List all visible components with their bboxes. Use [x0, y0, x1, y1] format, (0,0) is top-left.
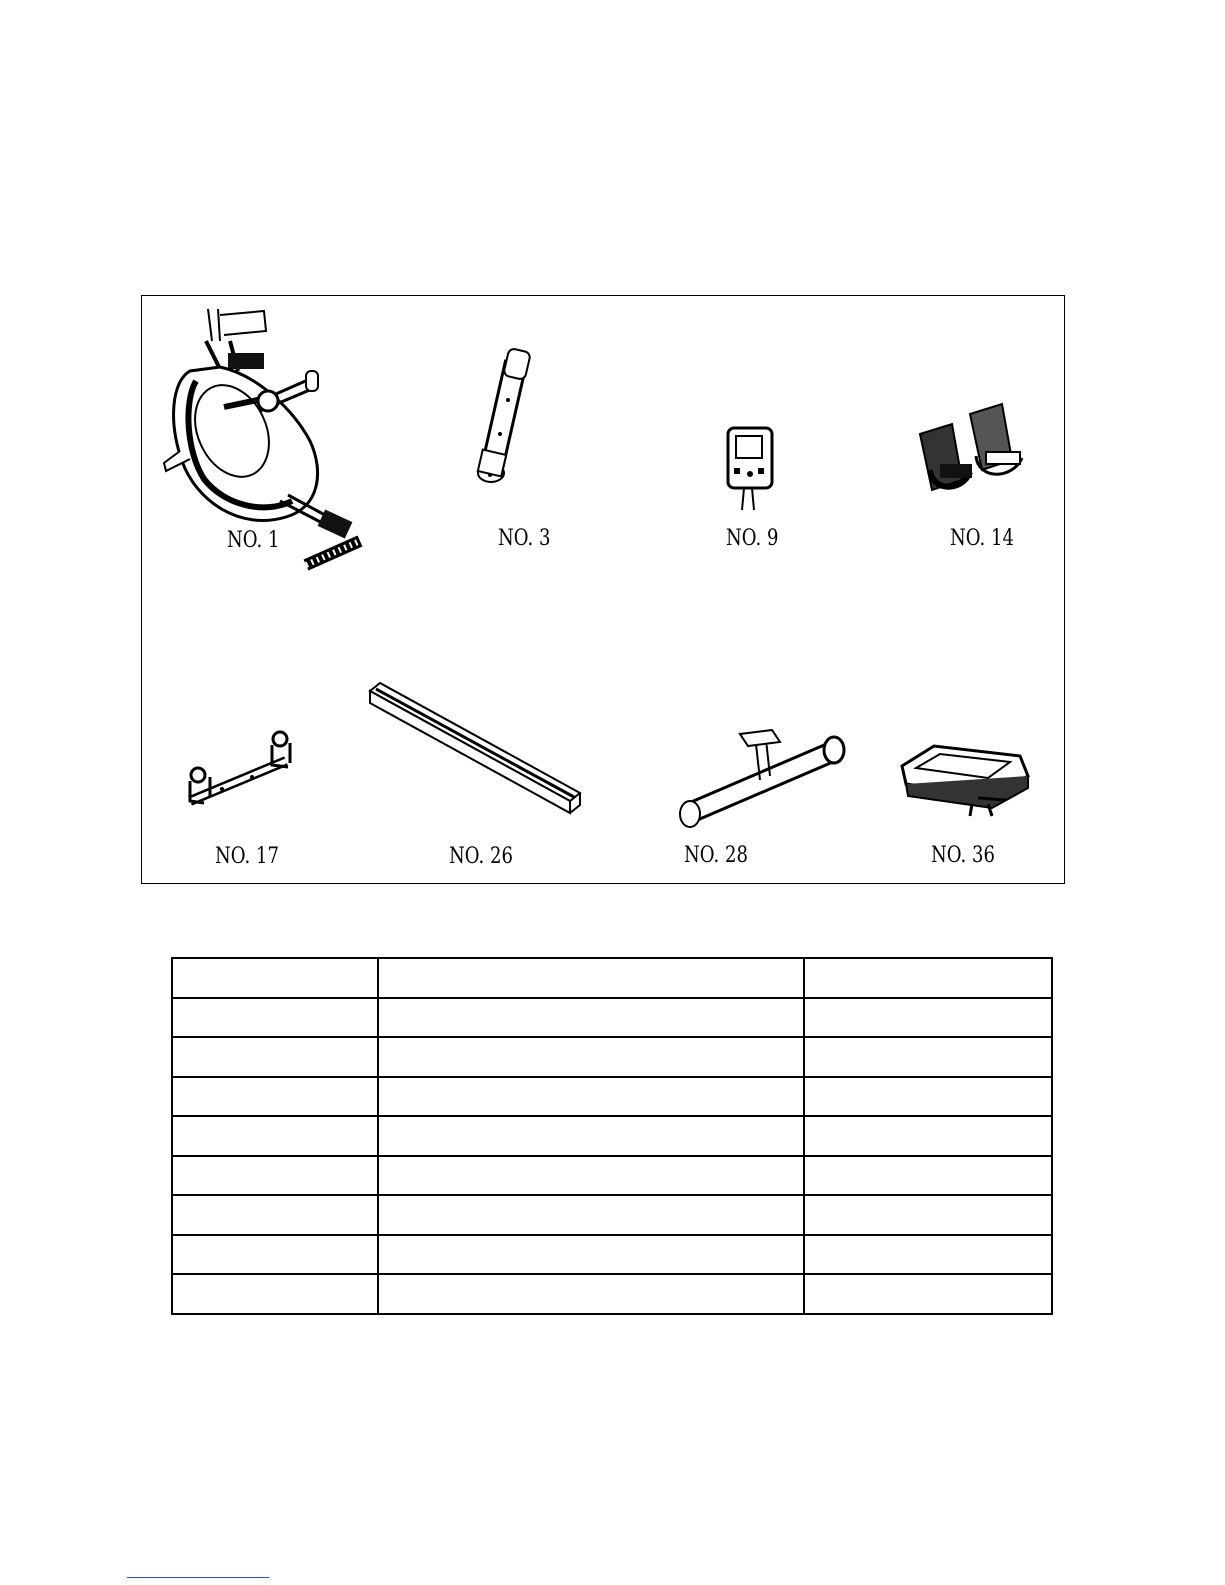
table-cell: [172, 1235, 378, 1275]
table-cell: [172, 1077, 378, 1117]
table-cell: [804, 1077, 1052, 1117]
part-no26-label: NO. 26: [449, 844, 513, 869]
table-cell: [172, 1195, 378, 1235]
table-row: [172, 1235, 1052, 1275]
table-cell: [804, 998, 1052, 1038]
footer-link-underline[interactable]: [127, 1577, 269, 1578]
seat-icon: [898, 724, 1038, 824]
table-cell: [172, 1116, 378, 1156]
table-cell: [804, 1274, 1052, 1314]
table-row: [172, 1077, 1052, 1117]
table-row: [172, 1116, 1052, 1156]
table-row: [172, 1195, 1052, 1235]
part-no3-label: NO. 3: [498, 526, 551, 551]
seat-bracket-icon: [182, 731, 312, 821]
parts-illustration-frame: [141, 295, 1065, 884]
table-cell: [172, 1274, 378, 1314]
table-row: [172, 1274, 1052, 1314]
table-cell: [378, 1077, 804, 1117]
tube-icon: [472, 348, 552, 498]
table-row: [172, 1037, 1052, 1077]
console-icon: [720, 424, 790, 524]
table-cell: [172, 998, 378, 1038]
part-no14-label: NO. 14: [950, 526, 1014, 551]
table-row: [172, 998, 1052, 1038]
table-cell: [378, 1156, 804, 1196]
part-no9-label: NO. 9: [726, 526, 779, 551]
rowing-machine-frame-icon: [160, 301, 400, 601]
stabilizer-icon: [672, 728, 852, 838]
table-cell: [804, 1235, 1052, 1275]
table-cell: [378, 1274, 804, 1314]
table-cell: [172, 958, 378, 998]
table-row: [172, 958, 1052, 998]
part-no17-label: NO. 17: [215, 844, 279, 869]
table-row: [172, 1156, 1052, 1196]
foot-pedals-icon: [918, 400, 1038, 500]
table-cell: [804, 1037, 1052, 1077]
part-no28-label: NO. 28: [684, 843, 748, 868]
table-cell: [172, 1037, 378, 1077]
table-cell: [378, 1116, 804, 1156]
table-cell: [804, 1156, 1052, 1196]
table-cell: [804, 1116, 1052, 1156]
parts-table: [171, 957, 1053, 1315]
table-cell: [378, 998, 804, 1038]
part-no36-label: NO. 36: [931, 843, 995, 868]
table-cell: [378, 958, 804, 998]
table-cell: [378, 1195, 804, 1235]
table-cell: [172, 1156, 378, 1196]
table-cell: [378, 1235, 804, 1275]
part-no1-label: NO. 1: [227, 528, 280, 553]
table-cell: [804, 958, 1052, 998]
table-cell: [804, 1195, 1052, 1235]
table-cell: [378, 1037, 804, 1077]
slide-rail-icon: [366, 681, 596, 831]
